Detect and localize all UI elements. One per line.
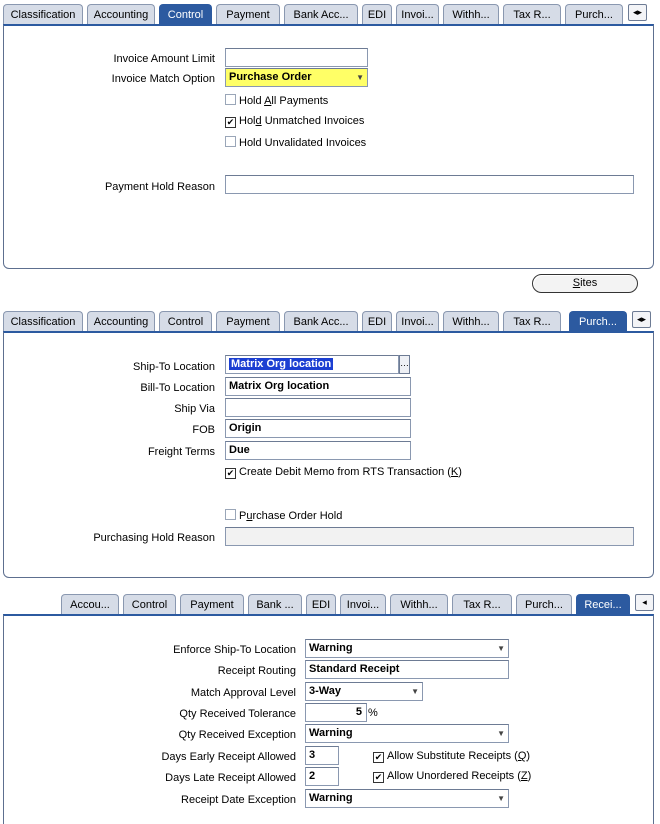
tab-withholding[interactable]: Withh... (390, 594, 448, 614)
freight-terms-input[interactable]: Due (225, 441, 411, 460)
chevron-down-icon: ▼ (497, 729, 505, 738)
sites-mnemonic: S (572, 277, 581, 289)
tab-classification[interactable]: Classification (3, 311, 83, 331)
tab-control[interactable]: Control (123, 594, 176, 614)
label-mnemonic: A (264, 95, 272, 107)
chevron-down-icon: ▼ (411, 687, 419, 696)
receipt-routing-label: Receipt Routing (217, 665, 296, 677)
hold-all-payments-checkbox[interactable] (225, 94, 328, 107)
checkbox-label: Hold Unvalidated Invoices (239, 137, 367, 149)
label-part: Hol (239, 115, 256, 127)
hold-unmatched-invoices-checkbox[interactable] (225, 115, 364, 128)
purchasing-hold-reason-label: Purchasing Hold Reason (93, 532, 215, 544)
tab-tax-reporting[interactable]: Tax R... (452, 594, 512, 614)
ship-via-label: Ship Via (174, 403, 215, 415)
tab-accounting[interactable]: Accounting (87, 311, 155, 331)
hold-unvalidated-invoices-checkbox[interactable] (225, 136, 366, 149)
label-mnemonic: d (255, 115, 262, 127)
days-early-label: Days Early Receipt Allowed (161, 751, 296, 763)
bill-to-location-input[interactable]: Matrix Org location (225, 377, 411, 396)
allow-substitute-receipts-checkbox[interactable] (373, 750, 530, 763)
tab-invoice[interactable]: Invoi... (396, 311, 439, 331)
chevron-down-icon: ▼ (497, 644, 505, 653)
label-part: ) (527, 770, 532, 782)
enforce-ship-to-label: Enforce Ship-To Location (173, 644, 296, 656)
checkbox-box[interactable] (225, 509, 236, 520)
label-part: ll Payments (271, 95, 329, 107)
tab-withholding[interactable]: Withh... (443, 311, 499, 331)
invoice-match-option-select[interactable] (225, 68, 368, 87)
label-part: ) (458, 466, 462, 478)
tab-payment[interactable]: Payment (216, 311, 280, 331)
label-part: Allow Unordered Receipts ( (387, 770, 521, 782)
qty-received-exception-select[interactable] (305, 724, 509, 743)
label-part: rchase Order Hold (252, 510, 343, 522)
tab-purchasing[interactable]: Purch... (569, 311, 627, 331)
invoice-match-option-label: Invoice Match Option (111, 73, 215, 85)
payment-hold-reason-input[interactable] (225, 175, 634, 194)
qty-received-exception-label: Qty Received Exception (178, 729, 296, 741)
match-approval-level-value: 3-Way (309, 685, 341, 697)
invoice-match-option-value: Purchase Order (229, 71, 312, 83)
receipt-routing-input[interactable]: Standard Receipt (305, 660, 509, 679)
ship-to-location-value: Matrix Org location (231, 358, 332, 370)
qty-received-tolerance-input[interactable]: 5 (305, 703, 367, 722)
chevron-down-icon: ▼ (497, 794, 505, 803)
tab-scroll-arrows-icon[interactable]: ◂▸ (632, 311, 651, 328)
invoice-amount-limit-input[interactable] (225, 48, 368, 67)
receipt-date-exception-label: Receipt Date Exception (181, 794, 296, 806)
tab-scroll-arrows-icon[interactable]: ◂▸ (628, 4, 647, 21)
qty-received-tolerance-label: Qty Received Tolerance (179, 708, 296, 720)
freight-terms-label: Freight Terms (147, 446, 215, 458)
tab-edi[interactable]: EDI (306, 594, 336, 614)
percent-unit: % (368, 707, 378, 719)
tab-tax-reporting[interactable]: Tax R... (503, 4, 561, 24)
ship-to-location-label: Ship-To Location (133, 361, 215, 373)
tab-invoice[interactable]: Invoi... (396, 4, 439, 24)
tab-control[interactable]: Control (159, 4, 212, 24)
label-part: P (239, 510, 247, 522)
label-part: Hold (239, 95, 265, 107)
tab-withholding[interactable]: Withh... (443, 4, 499, 24)
sites-button[interactable] (532, 274, 638, 293)
tab-invoice[interactable]: Invoi... (340, 594, 386, 614)
label-mnemonic: Z (520, 770, 528, 782)
fob-input[interactable]: Origin (225, 419, 411, 438)
tab-edi[interactable]: EDI (362, 4, 392, 24)
tab-accounting[interactable]: Accounting (87, 4, 155, 24)
payment-hold-reason-label: Payment Hold Reason (104, 181, 215, 193)
label-part: Allow Substitute Receipts ( (387, 750, 518, 762)
tab-control[interactable]: Control (159, 311, 212, 331)
label-part: Unmatched Invoices (261, 115, 365, 127)
purchasing-hold-reason-input[interactable] (225, 527, 634, 546)
receipt-date-exception-value: Warning (309, 792, 353, 804)
tab-tax-reporting[interactable]: Tax R... (503, 311, 561, 331)
label-mnemonic: Q (517, 750, 527, 762)
days-late-label: Days Late Receipt Allowed (165, 772, 296, 784)
tab-receiving[interactable]: Recei... (576, 594, 630, 614)
ship-via-input[interactable] (225, 398, 411, 417)
enforce-ship-to-value: Warning (309, 642, 353, 654)
tab-payment[interactable]: Payment (180, 594, 244, 614)
sites-label: ites (580, 277, 598, 289)
checkbox-checked[interactable]: ✔ (226, 117, 235, 127)
tab-bank-accounts[interactable]: Bank ... (248, 594, 302, 614)
chevron-down-icon: ▼ (356, 73, 364, 82)
create-debit-memo-checkbox[interactable] (225, 466, 462, 479)
label-part: ) (526, 750, 531, 762)
match-approval-level-select[interactable] (305, 682, 423, 701)
label-mnemonic: u (246, 510, 253, 522)
enforce-ship-to-select[interactable] (305, 639, 509, 658)
list-of-values-icon[interactable]: … (399, 355, 410, 374)
purchase-order-hold-checkbox[interactable] (225, 509, 342, 522)
qty-received-exception-value: Warning (309, 727, 353, 739)
invoice-amount-limit-label: Invoice Amount Limit (113, 53, 215, 65)
tab-scroll-left-icon[interactable]: ◂ (635, 594, 654, 611)
checkbox-checked[interactable]: ✔ (374, 752, 383, 762)
checkbox-box[interactable] (225, 136, 236, 147)
tab-classification[interactable]: Classification (3, 4, 83, 24)
tab-payment[interactable]: Payment (216, 4, 280, 24)
allow-unordered-receipts-checkbox[interactable] (373, 770, 531, 783)
label-part: Create Debit Memo from RTS Transaction ( (239, 466, 451, 478)
fob-label: FOB (192, 424, 215, 436)
tab-purchasing[interactable]: Purch... (565, 4, 623, 24)
ship-to-location-input[interactable] (225, 355, 399, 374)
checkbox-checked[interactable]: ✔ (374, 772, 383, 782)
days-early-input[interactable]: 3 (305, 746, 339, 765)
days-late-input[interactable]: 2 (305, 767, 339, 786)
checkbox-checked[interactable]: ✔ (226, 468, 235, 478)
tab-purchasing[interactable]: Purch... (516, 594, 572, 614)
match-approval-level-label: Match Approval Level (190, 687, 296, 699)
receipt-date-exception-select[interactable] (305, 789, 509, 808)
tab-bank-accounts[interactable]: Bank Acc... (284, 311, 358, 331)
bill-to-location-label: Bill-To Location (140, 382, 215, 394)
tab-edi[interactable]: EDI (362, 311, 392, 331)
tab-bank-accounts[interactable]: Bank Acc... (284, 4, 358, 24)
tab-accounting[interactable]: Accou... (61, 594, 119, 614)
checkbox-box[interactable] (225, 94, 236, 105)
label-mnemonic: K (450, 466, 459, 478)
